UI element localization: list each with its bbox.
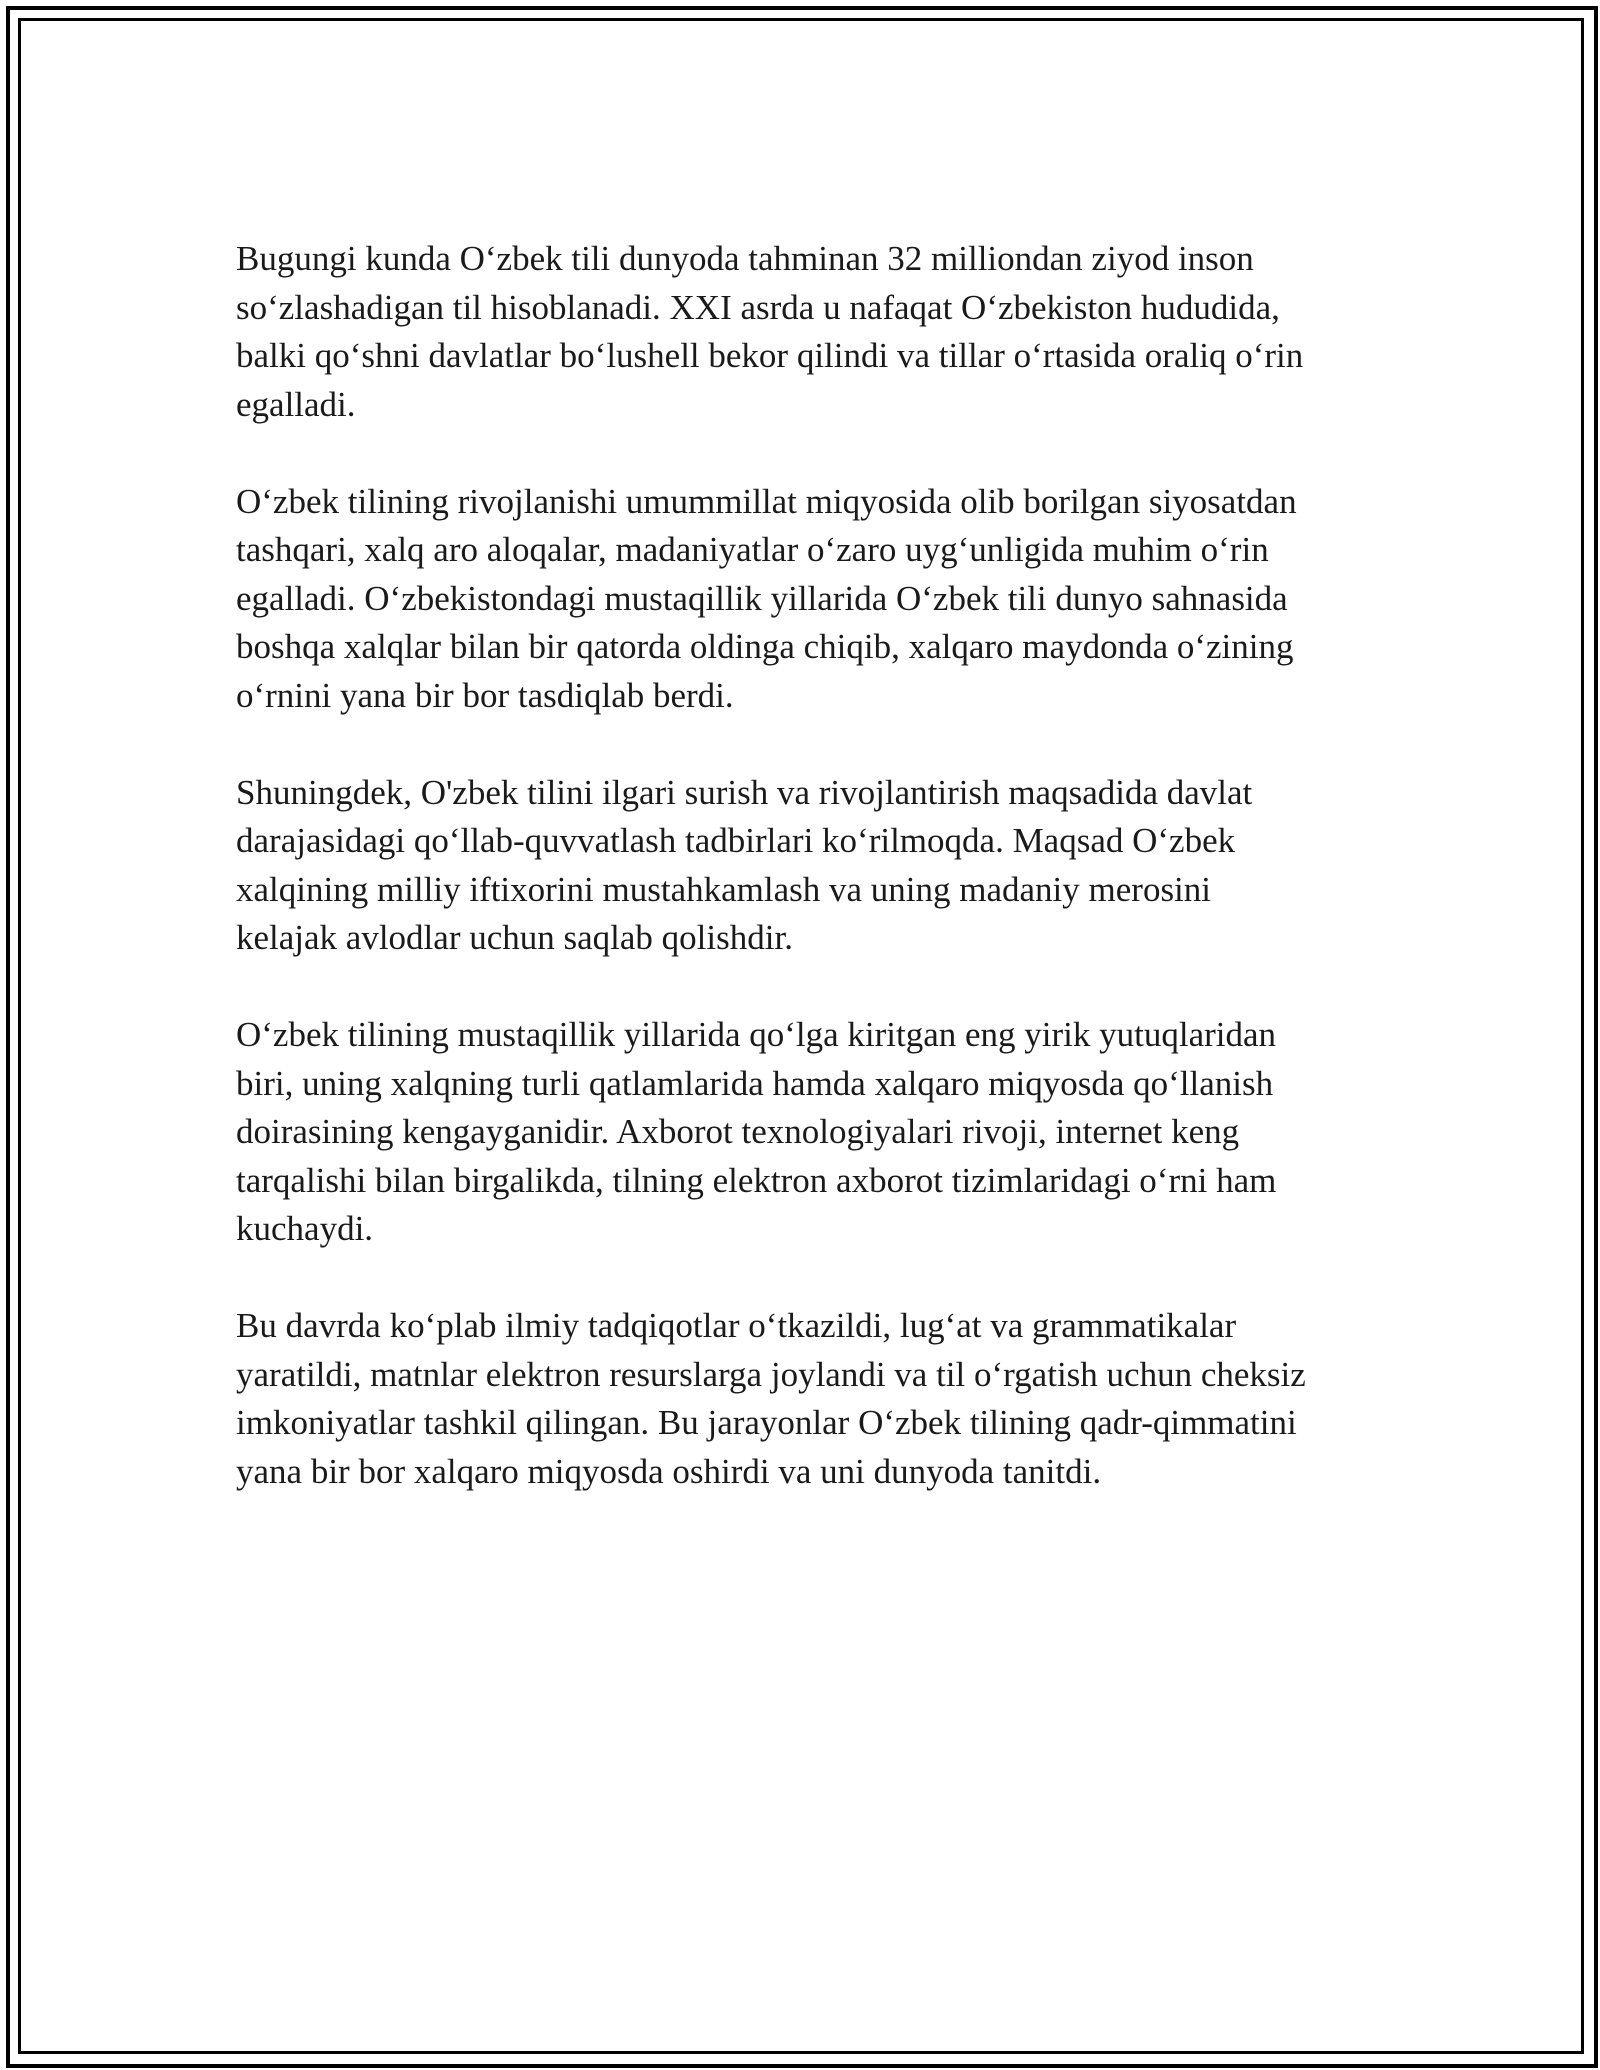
paragraph-2: O‘zbek tilining rivojlanishi umummillat miqyosida olib borilgan siyosatdan tashqari, xalq aro aloqalar, madaniyatlar o‘zaro uyg‘unligida muhim o‘rin egalladi. O‘zbekistondagi mustaqillik yillarida O‘zbek tili dunyo sahnasida boshqa xalqlar bilan bir qatorda oldinga chiqib, xalqaro maydonda o‘zining o‘rnini yana bir bor tasdiqlab berdi. bbox=[236, 481, 1297, 715]
paragraph-5: Bu davrda ko‘plab ilmiy tadqiqotlar o‘tkazildi, lug‘at va grammatikalar yaratildi, matnlar elektron resurslarga joylandi va til o‘rgatish uchun cheksiz imkoniyatlar tashkil qilingan. Bu jarayonlar O‘zbek tilining qadr-qimmatini yana bir bor xalqaro miqyosda oshirdi va uni dunyoda tanitdi. bbox=[236, 1306, 1306, 1491]
document-body bbox=[236, 235, 1376, 1496]
paragraph-3: Shuningdek, O'zbek tilini ilgari surish va rivojlantirish maqsadida davlat darajasidagi qo‘llab-quvvatlash tadbirlari ko‘rilmoqda. Maqsad O‘zbek xalqining milliy iftixorini mustahkamlash va uning madaniy merosini kelajak avlodlar uchun saqlab qolishdir. bbox=[236, 772, 1253, 957]
paragraph-1: Bugungi kunda O‘zbek tili dunyoda tahminan 32 milliondan ziyod inson so‘zlashadigan til hisoblanadi. XXI asrda u nafaqat O‘zbekiston hududida, balki qo‘shni davlatlar bo‘lushell bekor qilindi va tillar o‘rtasida oraliq o‘rin egalladi. bbox=[236, 239, 1304, 424]
paragraph-4: O‘zbek tilining mustaqillik yillarida qo‘lga kiritgan eng yirik yutuqlaridan biri, uning xalqning turli qatlamlarida hamda xalqaro miqyosda qo‘llanish doirasining kengayganidir. Axborot texnologiyalari rivoji, internet keng tarqalishi bilan birgalikda, tilning elektron axborot tizimlaridagi o‘rni ham kuchaydi. bbox=[236, 1015, 1277, 1248]
